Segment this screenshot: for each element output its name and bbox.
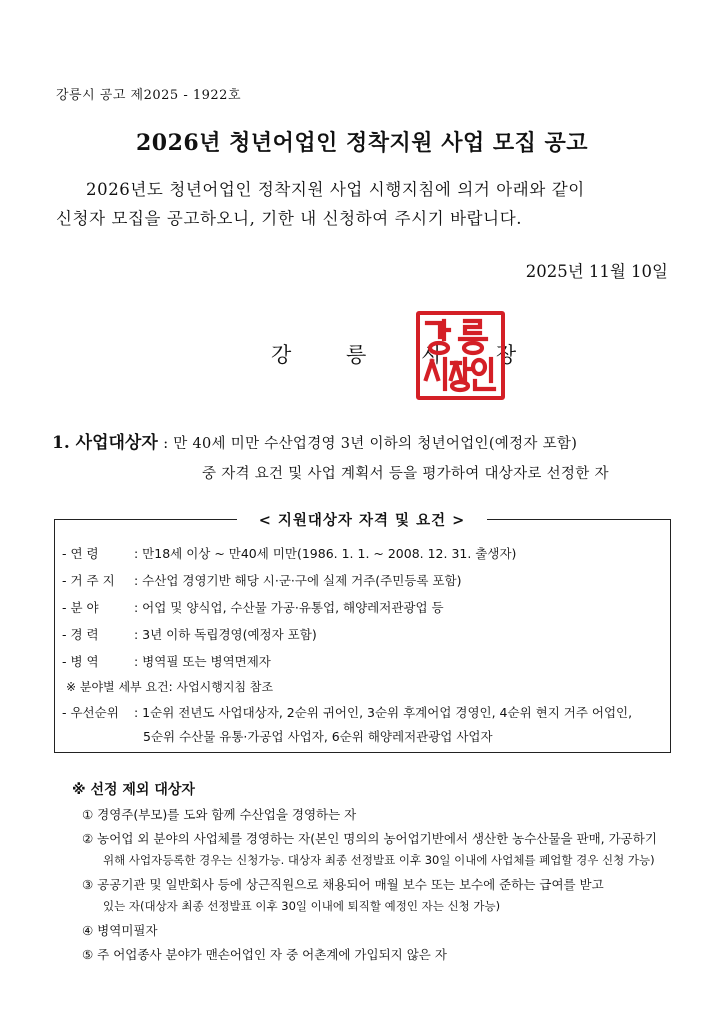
exclusion-item-2: ② 농어업 외 분야의 사업체를 경영하는 자(본인 명의의 농어업기반에서 생산한 농수산물을 판매, 가공하기: [82, 831, 657, 846]
section-desc-line-1: : 만 40세 미만 수산업경영 3년 이하의 청년어업인(예정자 포함): [163, 436, 578, 452]
official-seal: [416, 311, 505, 400]
exclusion-item-2-sub: 위해 사업자등록한 경우는 신청가능. 대상자 최종 선정발표 이후 30일 이내에 사업체를 폐업할 경우 신청 가능): [103, 853, 655, 867]
exclusions-heading: ※ 선정 제외 대상자: [72, 782, 195, 798]
requirement-row-age: - 연 령 : 만18세 이상 ~ 만40세 미만(1986. 1. 1. ~ 2008. 12. 31. 출생자): [62, 546, 517, 561]
issuer-name: 강 릉 시 장: [271, 343, 537, 367]
section-target: [52, 428, 577, 453]
notice-date: 2025년 11월 10일: [525, 262, 668, 281]
requirement-row-priority: - 우선순위 : 1순위 전년도 사업대상자, 2순위 귀어인, 3순위 후계어업 경영인, 4순위 현지 거주 어업인,: [62, 705, 633, 720]
section-desc-line-2: 중 자격 요건 및 사업 계획서 등을 평가하여 대상자로 선정한 자: [202, 466, 609, 482]
exclusion-item-4: ④ 병역미필자: [82, 923, 158, 938]
exclusion-item-3-sub: 있는 자(대상자 최종 선정발표 이후 30일 이내에 퇴직할 예정인 자는 신청 가능): [103, 899, 501, 913]
requirements-title: < 지원대상자 자격 및 요건 >: [0, 509, 724, 530]
seal-graphic: [420, 315, 501, 396]
requirement-row-field: - 분 야 : 어업 및 양식업, 수산물 가공·유통업, 해양레저관광업 등: [62, 600, 444, 615]
requirements-note: ※ 분야별 세부 요건: 사업시행지침 참조: [66, 680, 274, 694]
requirement-row-residence: - 거 주 지 : 수산업 경영기반 해당 시·군·구에 실제 거주(주민등록 포함): [62, 573, 462, 588]
exclusion-item-5: ⑤ 주 어업종사 분야가 맨손어업인 자 중 어촌계에 가입되지 않은 자: [82, 947, 447, 962]
intro-line-2: 신청자 모집을 공고하오니, 기한 내 신청하여 주시기 바랍니다.: [56, 209, 523, 228]
exclusion-item-1: ① 경영주(부모)를 도와 함께 수산업을 경영하는 자: [82, 807, 357, 822]
page-title: 2026년 청년어업인 정착지원 사업 모집 공고: [135, 130, 589, 156]
exclusion-item-3: ③ 공공기관 및 일반회사 등에 상근직원으로 채용되어 매월 보수 또는 보수에 준하는 급여를 받고: [82, 877, 604, 892]
requirement-priority-cont: 5순위 수산물 유통·가공업 사업자, 6순위 해양레저관광업 사업자: [143, 729, 493, 744]
notice-number: 강릉시 공고 제2025 - 1922호: [56, 88, 241, 103]
section-heading: 1. 사업대상자: [52, 433, 158, 453]
intro-line-1: 2026년도 청년어업인 정착지원 사업 시행지침에 의거 아래와 같이: [86, 180, 585, 199]
requirement-row-career: - 경 력 : 3년 이하 독립경영(예정자 포함): [62, 627, 317, 642]
requirement-row-military: - 병 역 : 병역필 또는 병역면제자: [62, 654, 271, 669]
